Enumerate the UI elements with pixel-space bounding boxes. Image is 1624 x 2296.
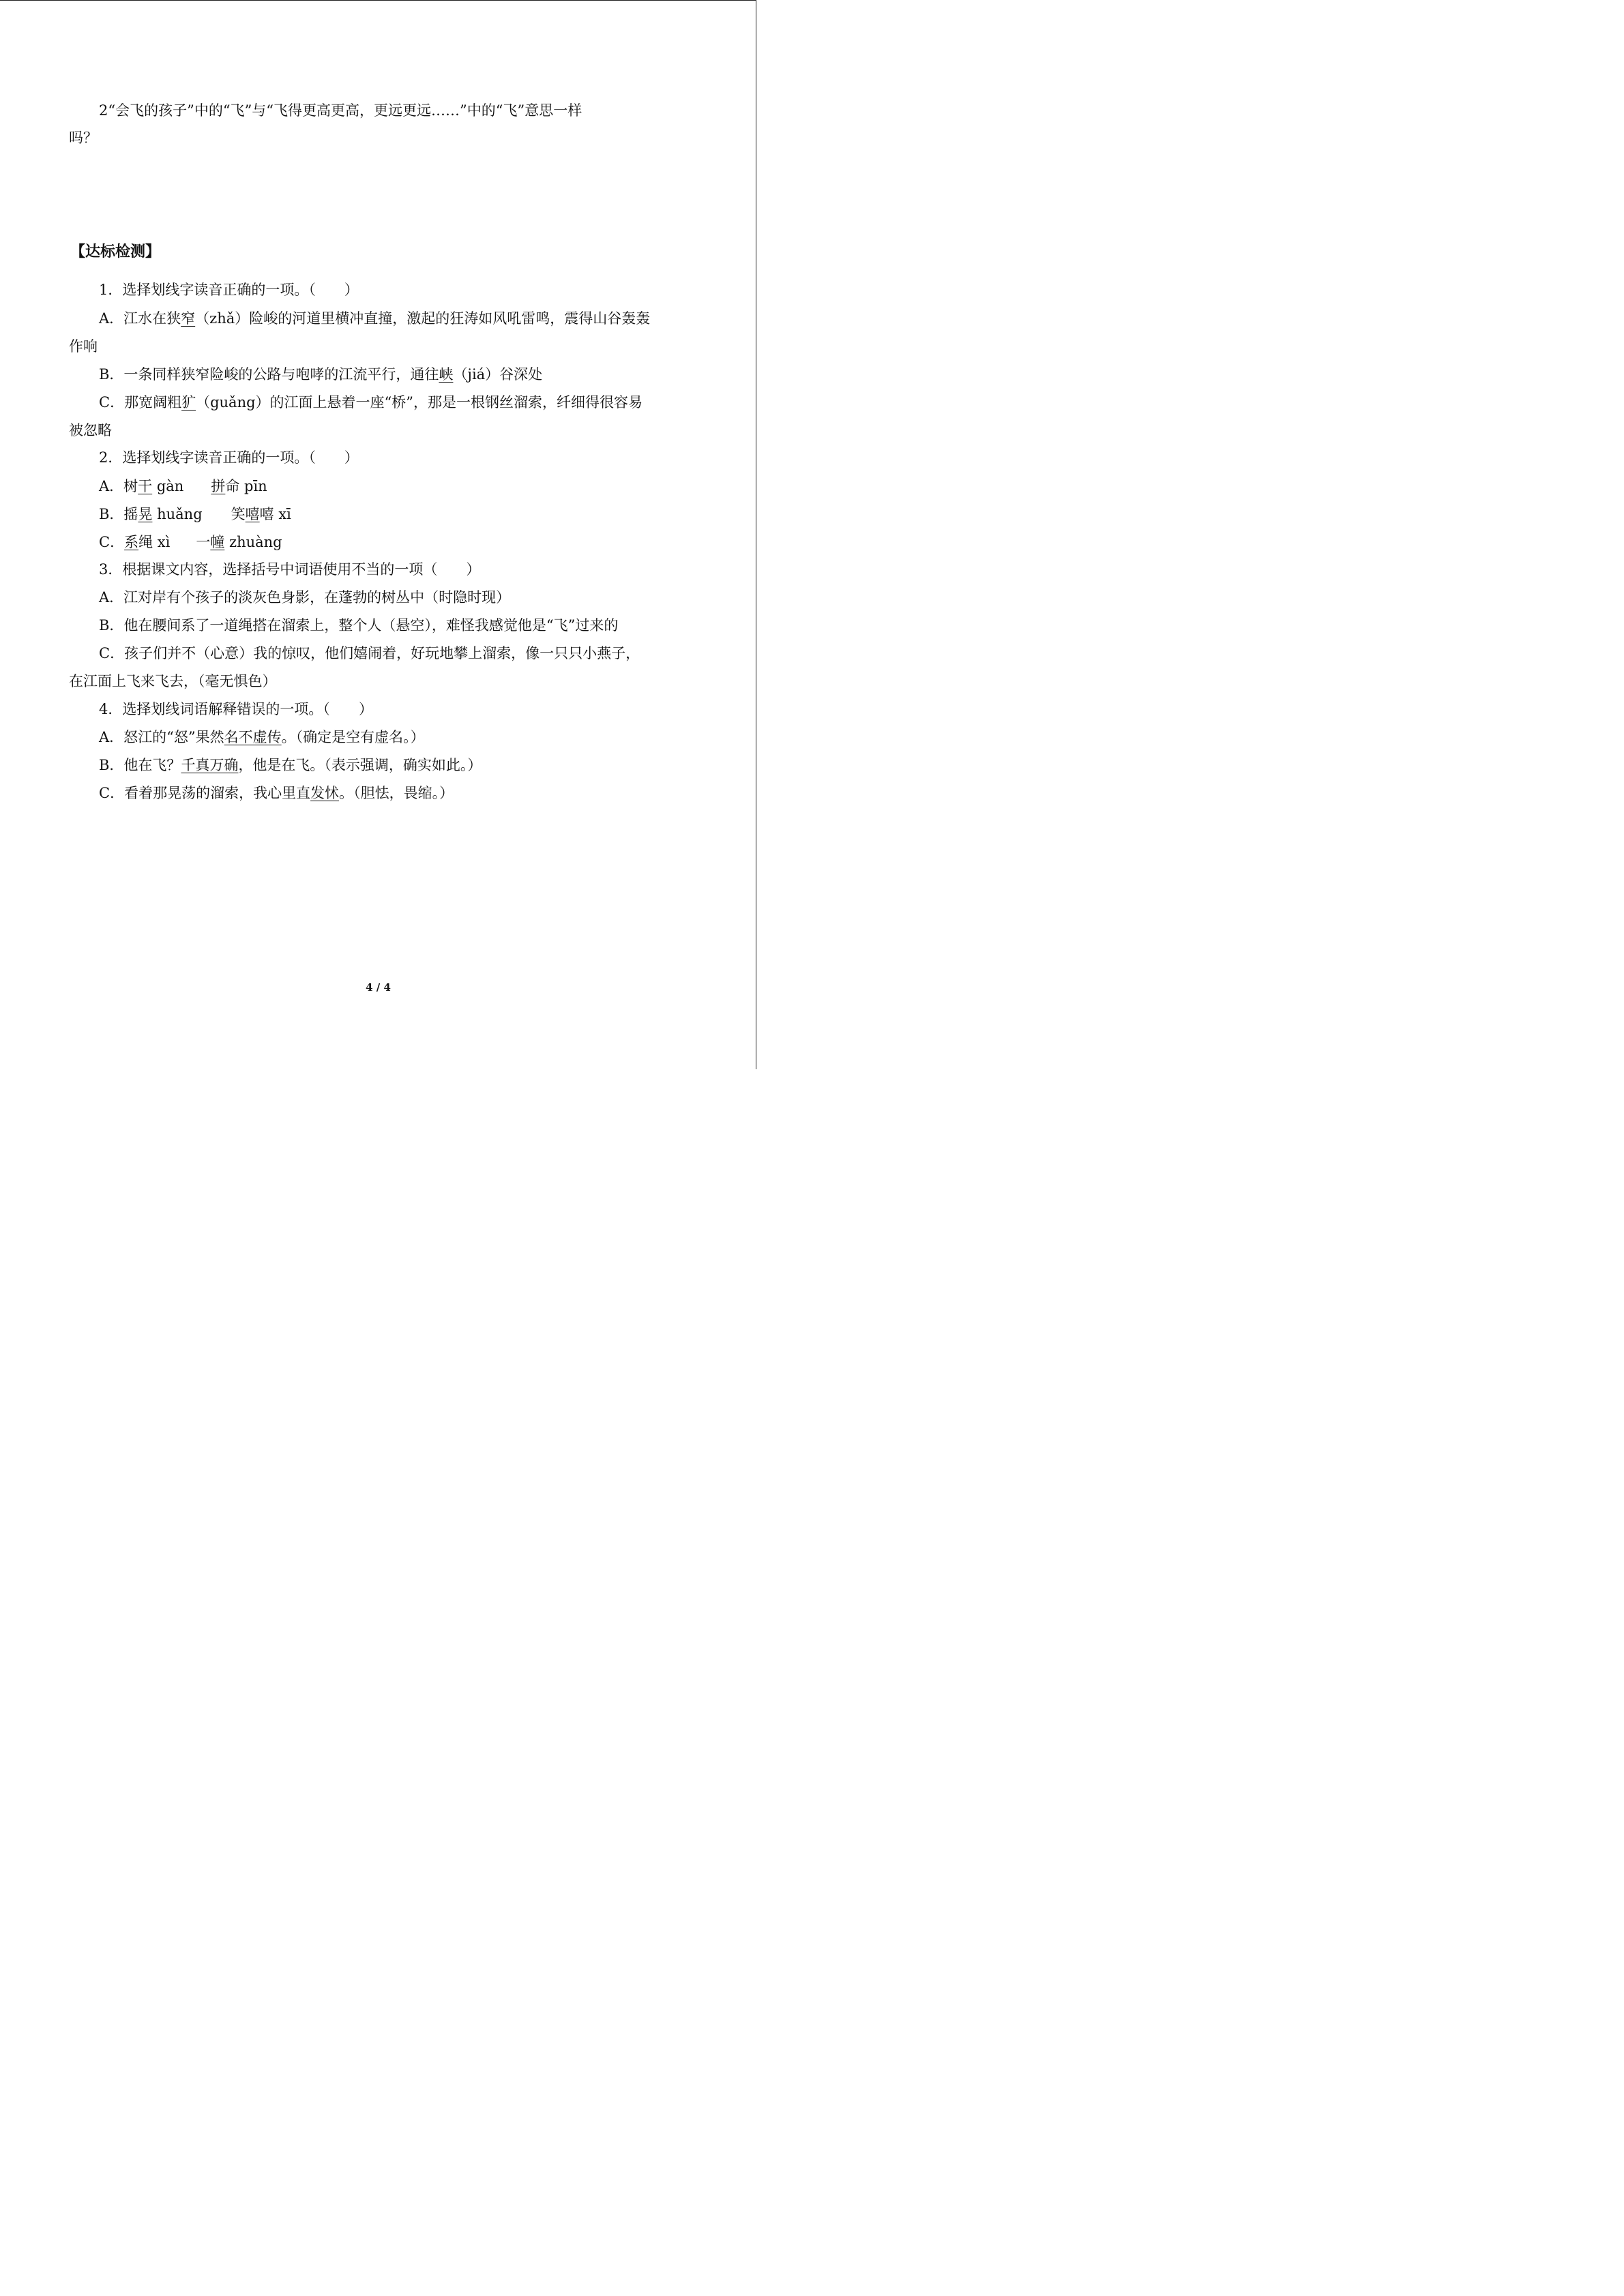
q4-option-b-underlined: 千真万确 xyxy=(181,757,239,773)
q1-option-c-rest: （guǎng）的江面上悬着一座“桥”，那是一根钢丝溜索，纤细得很容易 xyxy=(196,394,643,411)
q2-option-c-label: C． xyxy=(99,534,125,550)
page-number: 4 / 4 xyxy=(366,981,391,994)
q1-option-b-text: B．一条同样狭窄险峻的公路与咆哮的江流平行，通往 xyxy=(99,366,439,383)
q1-option-c-underlined: 犷 xyxy=(181,394,196,411)
q2-option-a xyxy=(99,476,267,496)
q2-option-a-word1-underlined: 干 xyxy=(138,478,153,494)
q1-option-c-text: C．那宽阔粗 xyxy=(99,394,182,411)
q2-option-c-word2-pinyin: zhuàng xyxy=(224,534,282,550)
q2-option-a-word2-rest: 命 pīn xyxy=(225,478,267,494)
q3-option-c: C．孩子们并不（心意）我的惊叹，他们嬉闹着，好玩地攀上溜索，像一只只小燕子， xyxy=(99,645,640,661)
q3-stem: 3．根据课文内容，选择括号中词语使用不当的一项（ ） xyxy=(99,561,481,578)
q4-option-c-text: C．看着那晃荡的溜索，我心里直 xyxy=(99,785,311,801)
q1-stem: 1．选择划线字读音正确的一项。（ ） xyxy=(99,282,359,298)
q2-option-c xyxy=(99,532,282,552)
q4-stem: 4．选择划线词语解释错误的一项。（ ） xyxy=(99,701,373,717)
q2-option-b-label: B．摇 xyxy=(99,506,138,522)
q2-option-a-word1-pinyin: gàn xyxy=(152,478,184,494)
q4-option-b xyxy=(99,755,482,775)
q4-option-c-rest: 。（胆怯，畏缩。） xyxy=(339,785,454,801)
section-heading: 【达标检测】 xyxy=(70,243,161,260)
document-page xyxy=(0,0,756,1069)
q1-option-a-underlined: 窄 xyxy=(181,310,196,327)
q4-option-a-rest: 。（确定是空有虚名。） xyxy=(281,729,425,745)
q2-option-b-word2-prefix: 笑 xyxy=(231,506,246,522)
q2-option-a-label: A．树 xyxy=(99,478,138,494)
q1-option-a-continuation: 作响 xyxy=(69,338,98,355)
q2-option-c-word1-underlined: 系 xyxy=(124,534,139,550)
q2-option-b-word1-pinyin: huǎng xyxy=(152,506,203,522)
q2-option-c-word2-underlined: 幢 xyxy=(210,534,225,550)
q1-option-a-rest: （zhǎ）险峻的河道里横冲直撞，激起的狂涛如风吼雷鸣，震得山谷轰轰 xyxy=(195,310,651,327)
question-2-line-2: 吗？ xyxy=(69,130,98,146)
q4-option-c xyxy=(99,783,454,803)
q2-stem: 2．选择划线字读音正确的一项。（ ） xyxy=(99,449,359,466)
q1-option-c-continuation: 被忽略 xyxy=(69,422,112,438)
q2-option-b-word2-rest: 嘻 xī xyxy=(259,506,291,522)
q2-option-a-word2-underlined: 拼 xyxy=(211,478,226,494)
q2-option-c-word1-rest: 绳 xì xyxy=(138,534,171,550)
q4-option-a-underlined: 名不虚传 xyxy=(224,729,282,745)
q4-option-b-rest: ，他是在飞。（表示强调，确实如此。） xyxy=(238,757,482,773)
q4-option-c-underlined: 发怵 xyxy=(310,785,340,801)
q1-option-b-underlined: 峡 xyxy=(439,366,454,383)
q4-option-b-text: B．他在飞？ xyxy=(99,757,181,773)
q1-option-b xyxy=(99,364,542,385)
question-2-line-1: 2“会飞的孩子”中的“飞”与“飞得更高更高，更远更远……”中的“飞”意思一样 xyxy=(99,102,582,119)
q4-option-a xyxy=(99,727,425,747)
q4-option-a-text: A．怒江的“怒”果然 xyxy=(99,729,224,745)
q3-option-c-continuation: 在江面上飞来飞去，（毫无惧色） xyxy=(69,673,277,689)
q2-option-b-word1-underlined: 晃 xyxy=(138,506,153,522)
q3-option-b: B．他在腰间系了一道绳搭在溜索上，整个人（悬空），难怪我感觉他是“飞”过来的 xyxy=(99,617,619,633)
q1-option-a-text: A．江水在狭 xyxy=(99,310,181,327)
q2-option-c-word2-prefix: 一 xyxy=(196,534,211,550)
q2-option-b xyxy=(99,504,291,524)
q2-option-b-word2-underlined: 嘻 xyxy=(245,506,260,522)
q1-option-c xyxy=(99,392,643,413)
q3-option-a: A．江对岸有个孩子的淡灰色身影，在蓬勃的树丛中（时隐时现） xyxy=(99,589,511,606)
q1-option-b-rest: （jiá）谷深处 xyxy=(453,366,543,383)
q1-option-a xyxy=(99,308,650,329)
